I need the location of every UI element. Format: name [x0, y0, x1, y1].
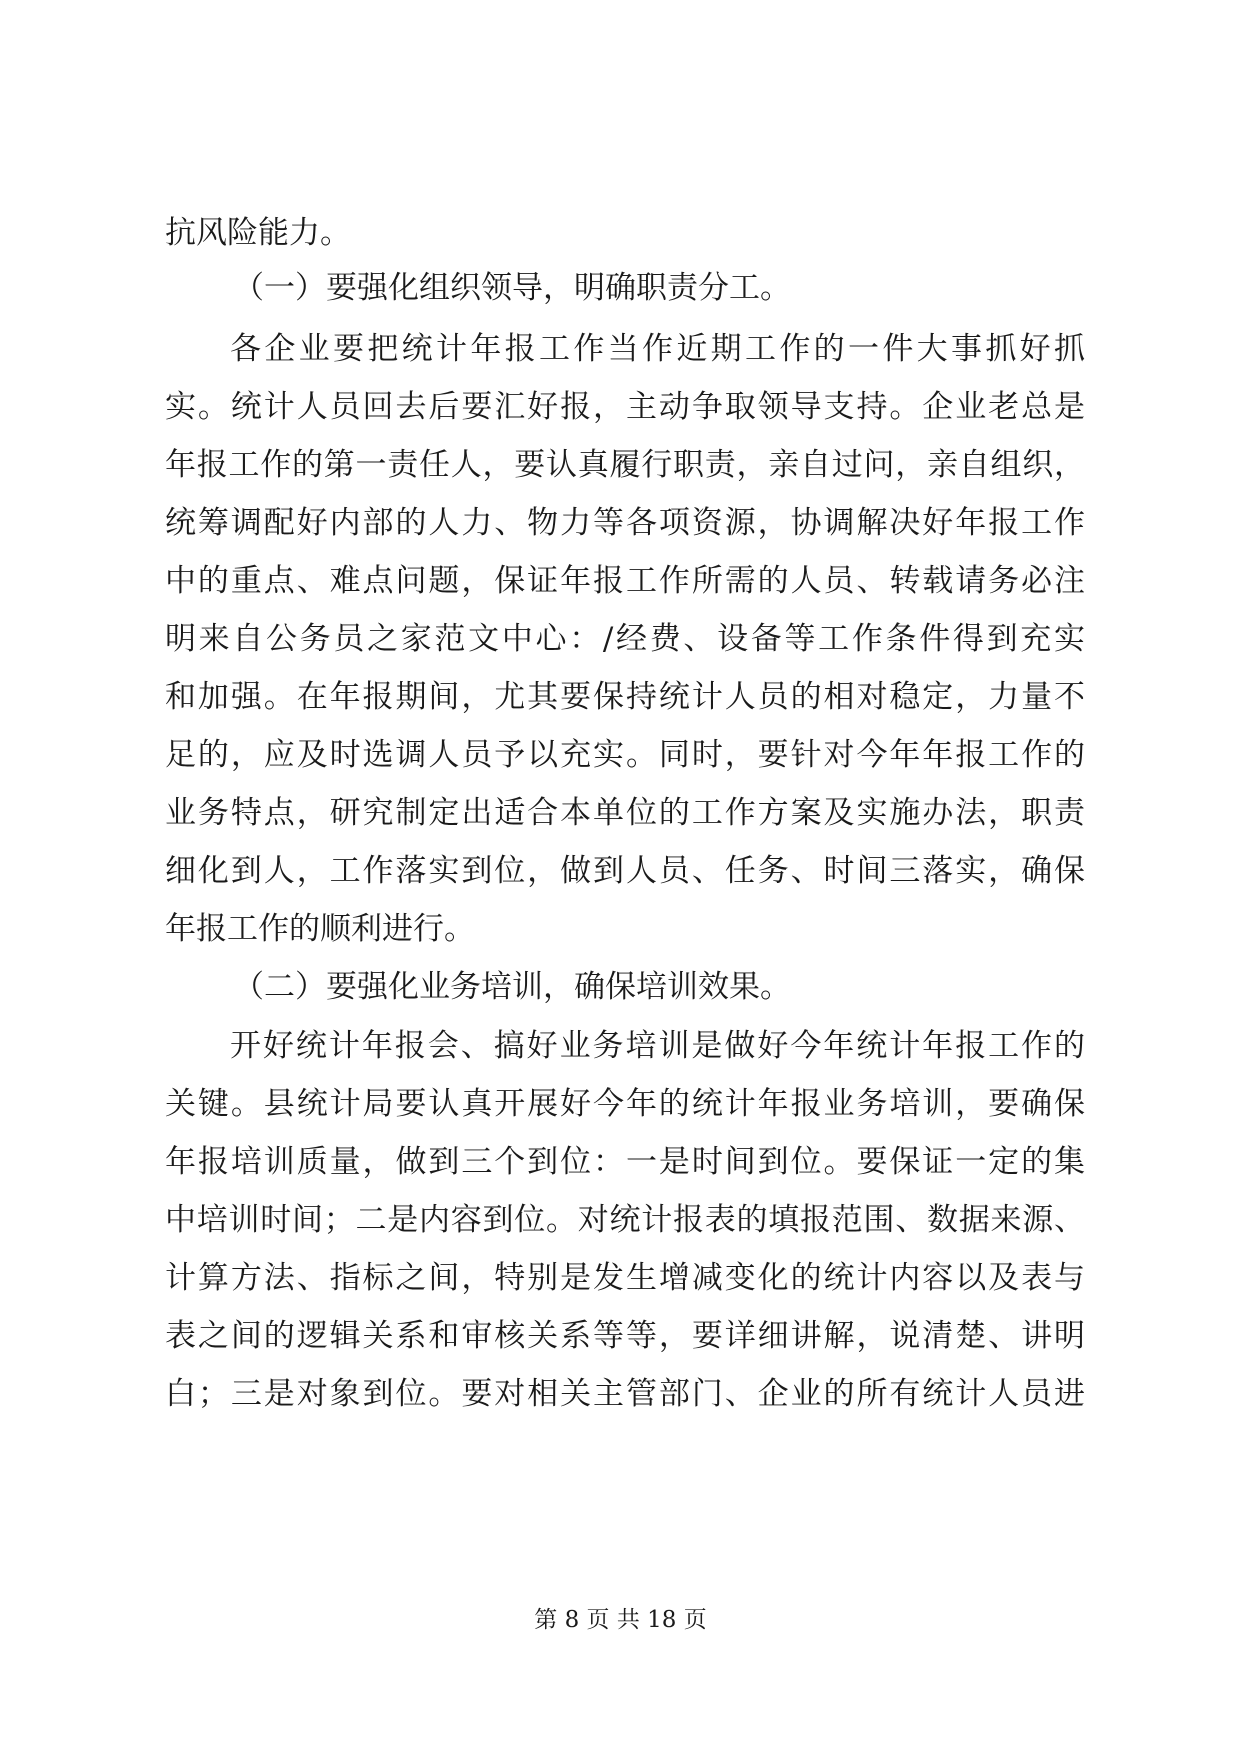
text-line: 关键。县统计局要认真开展好今年的统计年报业务培训，要确保 — [165, 1086, 1085, 1122]
text-line: 表之间的逻辑关系和审核关系等等，要详细讲解，说清楚、讲明 — [165, 1318, 1085, 1354]
text-line: 实。统计人员回去后要汇好报，主动争取领导支持。企业老总是 — [165, 389, 1085, 425]
text-line: 各企业要把统计年报工作当作近期工作的一件大事抓好抓 — [230, 331, 1085, 367]
text-line: 业务特点，研究制定出适合本单位的工作方案及实施办法，职责 — [165, 795, 1085, 831]
page-number-footer: 第 8 页 共 18 页 — [534, 1607, 707, 1633]
text-line: 足的，应及时选调人员予以充实。同时，要针对今年年报工作的 — [165, 737, 1085, 773]
text-line: 计算方法、指标之间，特别是发生增减变化的统计内容以及表与 — [165, 1260, 1085, 1296]
text-line: 统筹调配好内部的人力、物力等各项资源，协调解决好年报工作 — [165, 505, 1085, 541]
text-line: 中培训时间；二是内容到位。对统计报表的填报范围、数据来源、 — [165, 1202, 1085, 1238]
section-heading: （二）要强化业务培训，确保培训效果。 — [233, 969, 791, 1005]
text-line: 开好统计年报会、搞好业务培训是做好今年统计年报工作的 — [230, 1028, 1085, 1064]
text-line: 白；三是对象到位。要对相关主管部门、企业的所有统计人员进 — [165, 1376, 1085, 1412]
text-line: 细化到人，工作落实到位，做到人员、任务、时间三落实，确保 — [165, 853, 1085, 889]
text-line: 抗风险能力。 — [165, 215, 351, 251]
text-line: 年报工作的第一责任人，要认真履行职责，亲自过问，亲自组织， — [165, 447, 1085, 483]
text-line: 年报工作的顺利进行。 — [165, 911, 475, 947]
text-line: 中的重点、难点问题，保证年报工作所需的人员、转载请务必注 — [165, 563, 1085, 599]
section-heading: （一）要强化组织领导，明确职责分工。 — [233, 270, 791, 306]
text-line: 明来自公务员之家范文中心：/经费、设备等工作条件得到充实 — [165, 621, 1085, 657]
text-line: 年报培训质量，做到三个到位：一是时间到位。要保证一定的集 — [165, 1144, 1085, 1180]
text-line: 和加强。在年报期间，尤其要保持统计人员的相对稳定，力量不 — [165, 679, 1085, 715]
